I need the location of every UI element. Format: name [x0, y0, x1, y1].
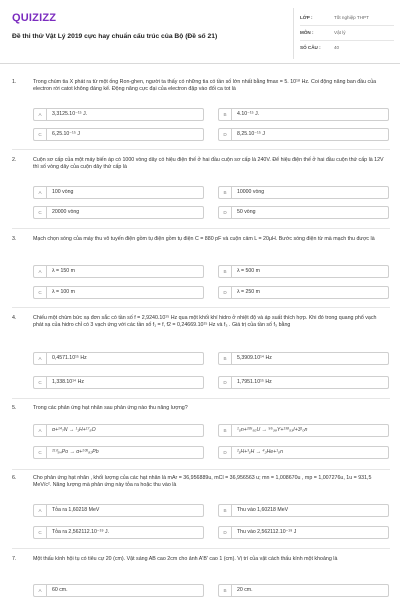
- option-letter: C: [34, 287, 47, 298]
- option-text: 1,338.10¹⁴ Hz: [52, 379, 84, 385]
- question-text: Trong chùm tia X phát ra từ một ống Ron-ghen, người ta thấy có những tia có tần số lớn nhất bằng fmax = 5. 10¹⁸ Hz. Coi động năng ban đầu của electron rời catot không đáng kể. Động năng cực đại của electron đập vào đối ca tot là: [33, 79, 377, 93]
- option-letter: B: [219, 266, 232, 277]
- option-c[interactable]: [33, 526, 204, 539]
- worksheet-header: [0, 0, 400, 64]
- option-b[interactable]: [218, 186, 389, 199]
- option-letter: B: [219, 425, 232, 436]
- page-title: Đề thi thử Vật Lý 2019 cực hay chuẩn cấu trúc của Bộ (Đề số 21): [12, 33, 218, 40]
- option-letter: C: [34, 527, 47, 538]
- divider: [12, 149, 390, 150]
- option-b[interactable]: [218, 504, 389, 517]
- quizizz-logo: QUIZIZZ: [12, 12, 57, 24]
- option-letter: D: [219, 129, 232, 140]
- option-letter: D: [219, 447, 232, 458]
- option-text: Tỏa ra 2,562112.10⁻¹⁹ J.: [52, 529, 110, 535]
- option-letter: B: [219, 109, 232, 120]
- meta-row-question-count: [300, 42, 394, 56]
- option-text: 6,25.10⁻¹⁵ J: [52, 131, 80, 137]
- option-letter: B: [219, 187, 232, 198]
- option-text: Tỏa ra 1,60218 MeV: [52, 507, 100, 513]
- option-text: 20000 vòng: [52, 209, 80, 215]
- option-letter: D: [219, 207, 232, 218]
- meta-row-subject: [300, 27, 394, 41]
- option-text: 10000 vòng: [237, 189, 265, 195]
- option-d[interactable]: [218, 526, 389, 539]
- option-text: 3,3125.10⁻¹⁵ J.: [52, 111, 88, 117]
- meta-value: Vật lý: [334, 30, 346, 35]
- question-number: 7.: [12, 556, 17, 562]
- question-number: 3.: [12, 236, 17, 242]
- divider: [12, 307, 390, 308]
- option-text: 0,4571.10¹⁵ Hz: [52, 355, 87, 361]
- option-letter: A: [34, 425, 47, 436]
- option-a[interactable]: [33, 352, 204, 365]
- option-text: Thu vào 1,60218 MeV: [237, 507, 289, 513]
- option-text: 4.10⁻¹⁵ J.: [237, 111, 260, 117]
- divider: [12, 398, 390, 399]
- option-text: λ = 100 m: [52, 289, 75, 295]
- option-d[interactable]: [218, 128, 389, 141]
- option-text: 60 cm.: [52, 587, 68, 593]
- meta-value: 40: [334, 45, 340, 50]
- option-d[interactable]: [218, 206, 389, 219]
- option-text: 8,25.10⁻¹⁵ J: [237, 131, 265, 137]
- option-letter: A: [34, 109, 47, 120]
- option-letter: D: [219, 287, 232, 298]
- divider: [12, 548, 390, 549]
- option-b[interactable]: [218, 108, 389, 121]
- meta-label: LỚP :: [300, 15, 313, 20]
- option-a[interactable]: [33, 504, 204, 517]
- option-a[interactable]: [33, 265, 204, 278]
- question-text: Chiếu một chùm bức xạ đơn sắc có tần số f = 2,9240.10¹⁵ Hz qua một khối khí hidro ở nhiệt độ và áp suất thích hợp. Khi đó trong quang phổ vạch phát xạ của hidro chỉ có 3 vạch ứng với các tần số f₁ = f, f2 = 0,24669.10¹⁵ Hz và f₃ . Giá trị của tần số f₃ bằng: [33, 315, 377, 329]
- question-number: 5.: [12, 405, 17, 411]
- option-text: 5,3909.10¹⁴ Hz: [237, 355, 272, 361]
- option-letter: A: [34, 353, 47, 364]
- option-c[interactable]: [33, 206, 204, 219]
- option-b[interactable]: [218, 584, 389, 597]
- divider: [12, 228, 390, 229]
- option-text: ²¹⁰₈₄Po → α+²⁰⁶₈₂Pb: [52, 449, 99, 455]
- question-text: Cho phản ứng hạt nhân , khối lượng của các hạt nhân là mAr = 36,956889u, mCl = 36,956563 u; mn = 1,008670u , mp = 1,007276u, 1u = 931,5 MeV/c². Năng lượng mà phản ứng này tỏa ra hoặc thu vào là: [33, 475, 372, 489]
- option-letter: B: [219, 585, 232, 596]
- option-b[interactable]: [218, 265, 389, 278]
- option-letter: C: [34, 129, 47, 140]
- question-number: 6.: [12, 475, 17, 481]
- option-text: Thu vào 2,562112.10⁻¹⁹ J: [237, 529, 297, 535]
- question-number: 4.: [12, 315, 17, 321]
- option-letter: A: [34, 187, 47, 198]
- option-letter: C: [34, 207, 47, 218]
- question-number: 2.: [12, 157, 17, 163]
- option-text: ²₁H+³₁H → ⁴₂He+¹₀n: [237, 449, 284, 455]
- option-text: λ = 500 m: [237, 268, 260, 274]
- option-c[interactable]: [33, 128, 204, 141]
- option-text: λ = 250 m: [237, 289, 260, 295]
- option-text: 20 cm.: [237, 587, 253, 593]
- meta-value: Tốt nghiệp THPT: [334, 15, 369, 20]
- option-letter: D: [219, 377, 232, 388]
- question-text: Cuộn sơ cấp của một máy biến áp có 1000 vòng dây có hiệu điện thế ở hai đầu cuộn sơ cấp là 240V. Để hiệu điện thế ở hai đầu cuộn thứ cấp là 12V thì số vòng dây của cuộn dây thứ cấp là: [33, 157, 384, 171]
- option-letter: B: [219, 505, 232, 516]
- option-b[interactable]: [218, 352, 389, 365]
- option-text: 1,7951.10¹⁵ Hz: [237, 379, 272, 385]
- meta-label: SỐ CÂU :: [300, 45, 321, 50]
- option-b[interactable]: [218, 424, 389, 437]
- meta-label: MÔN :: [300, 30, 314, 35]
- option-d[interactable]: [218, 376, 389, 389]
- option-letter: D: [219, 527, 232, 538]
- option-a[interactable]: [33, 424, 204, 437]
- question-text: Mạch chọn sóng của máy thu vô tuyến điện gồm tụ điện gồm tụ điện C = 880 pF và cuộn cảm L = 20μH. Bước sóng điện từ mà mạch thu được là: [33, 236, 375, 242]
- meta-row-class: [300, 12, 394, 26]
- option-letter: C: [34, 447, 47, 458]
- option-c[interactable]: [33, 446, 204, 459]
- option-c[interactable]: [33, 286, 204, 299]
- option-text: α+¹⁴₇N → ¹₁H+¹⁷₈O: [52, 427, 96, 433]
- option-letter: A: [34, 266, 47, 277]
- question-text: Một thấu kính hội tụ có tiêu cự 20 (cm). Vật sáng AB cao 2cm cho ảnh A'B' cao 1 (cm). Vị trí của vật cách thấu kính một khoảng là: [33, 556, 338, 562]
- option-d[interactable]: [218, 446, 389, 459]
- option-d[interactable]: [218, 286, 389, 299]
- option-letter: C: [34, 377, 47, 388]
- option-text: 50 vòng: [237, 209, 256, 215]
- option-letter: B: [219, 353, 232, 364]
- option-letter: A: [34, 585, 47, 596]
- question-text: Trong các phản ứng hạt nhân sau phản ứng nào thu năng lượng?: [33, 405, 188, 411]
- meta-info-box: [293, 8, 393, 59]
- option-text: ¹₀n+²³⁵₉₂U → ⁹⁵₃₉Y+¹³⁸₅₃I+3¹₀n: [237, 427, 308, 433]
- option-text: λ = 150 m: [52, 268, 75, 274]
- question-number: 1.: [12, 79, 17, 85]
- divider: [12, 469, 390, 470]
- option-a[interactable]: [33, 108, 204, 121]
- option-c[interactable]: [33, 376, 204, 389]
- option-text: 100 vòng: [52, 189, 74, 195]
- option-a[interactable]: [33, 584, 204, 597]
- option-letter: A: [34, 505, 47, 516]
- option-a[interactable]: [33, 186, 204, 199]
